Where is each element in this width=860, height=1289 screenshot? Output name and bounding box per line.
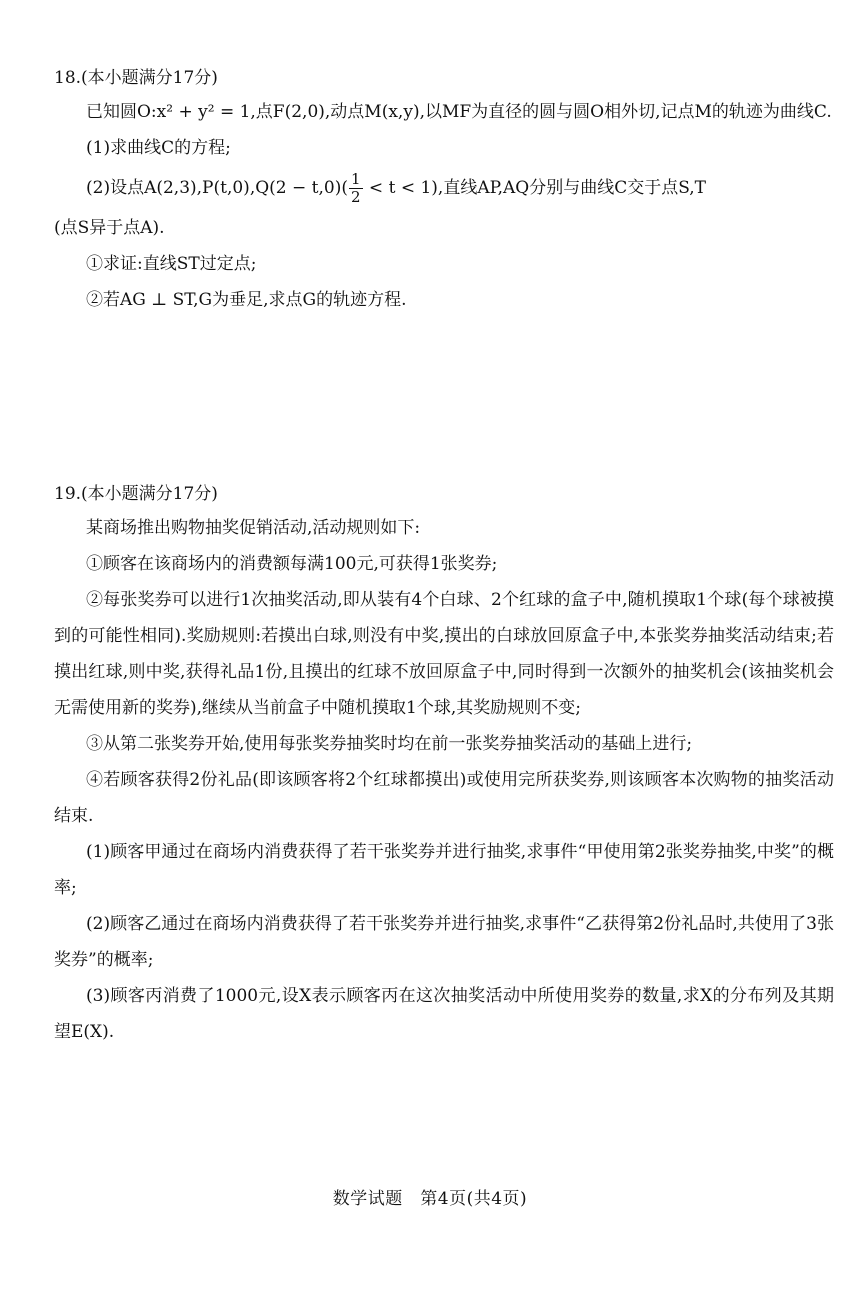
- question-18-intro: 已知圆O:x² + y² = 1,点F(2,0),动点M(x,y),以MF为直径的圆与圆O相外切,记点M的轨迹为曲线C.: [86, 102, 832, 122]
- question-18-part-1: (1)求曲线C的方程;: [86, 138, 231, 158]
- part-2-prefix: (2)设点A(2,3),P(t,0),Q(2 − t,0)(: [86, 178, 348, 198]
- question-19-rule-2: ②每张奖券可以进行1次抽奖活动,即从装有4个白球、2个红球的盒子中,随机摸取1个球(每个球被摸到的可能性相同).奖励规则:若摸出白球,则没有中奖,摸出的白球放回原盒子中,本张奖券抽奖活动结束;若摸出红球,则中奖,获得礼品1份,且摸出的红球不放回原盒子中,同时得到一次额外的抽奖机会(该抽奖机会无需使用新的奖券),继续从当前盒子中随机摸取1个球,其奖励规则不变;: [54, 590, 834, 718]
- question-18: [54, 62, 834, 318]
- question-19-intro: 某商场推出购物抽奖促销活动,活动规则如下:: [86, 518, 421, 538]
- question-18-part-2: [54, 166, 834, 210]
- question-19-rule-1: ①顾客在该商场内的消费额每满100元,可获得1张奖券;: [86, 554, 498, 574]
- question-19-rule-3: ③从第二张奖券开始,使用每张奖券抽奖时均在前一张奖券抽奖活动的基础上进行;: [86, 734, 693, 754]
- question-19-rule-4: ④若顾客获得2份礼品(即该顾客将2个红球都摸出)或使用完所获奖券,则该顾客本次购物的抽奖活动结束.: [54, 770, 834, 826]
- question-18-part-2-continued: (点S异于点A).: [54, 218, 165, 238]
- question-18-subpart-1: ①求证:直线ST过定点;: [86, 254, 257, 274]
- part-2-suffix: < t < 1),直线AP,AQ分别与曲线C交于点S,T: [363, 178, 706, 198]
- question-19: [54, 478, 834, 1050]
- fraction-numerator: 1: [350, 170, 361, 188]
- question-18-heading: 18.(本小题满分17分): [54, 68, 218, 88]
- question-19-heading: 19.(本小题满分17分): [54, 484, 218, 504]
- question-19-part-1: (1)顾客甲通过在商场内消费获得了若干张奖券并进行抽奖,求事件“甲使用第2张奖券抽奖,中奖”的概率;: [54, 842, 834, 898]
- question-18-subpart-2: ②若AG ⊥ ST,G为垂足,求点G的轨迹方程.: [86, 290, 407, 310]
- fraction: [349, 171, 363, 206]
- page-footer: 数学试题 第4页(共4页): [332, 1189, 528, 1209]
- fraction-denominator: 2: [350, 188, 361, 206]
- question-19-part-3: (3)顾客丙消费了1000元,设X表示顾客丙在这次抽奖活动中所使用奖券的数量,求X的分布列及其期望E(X).: [54, 986, 834, 1042]
- question-19-part-2: (2)顾客乙通过在商场内消费获得了若干张奖券并进行抽奖,求事件“乙获得第2份礼品时,共使用了3张奖券”的概率;: [54, 914, 834, 970]
